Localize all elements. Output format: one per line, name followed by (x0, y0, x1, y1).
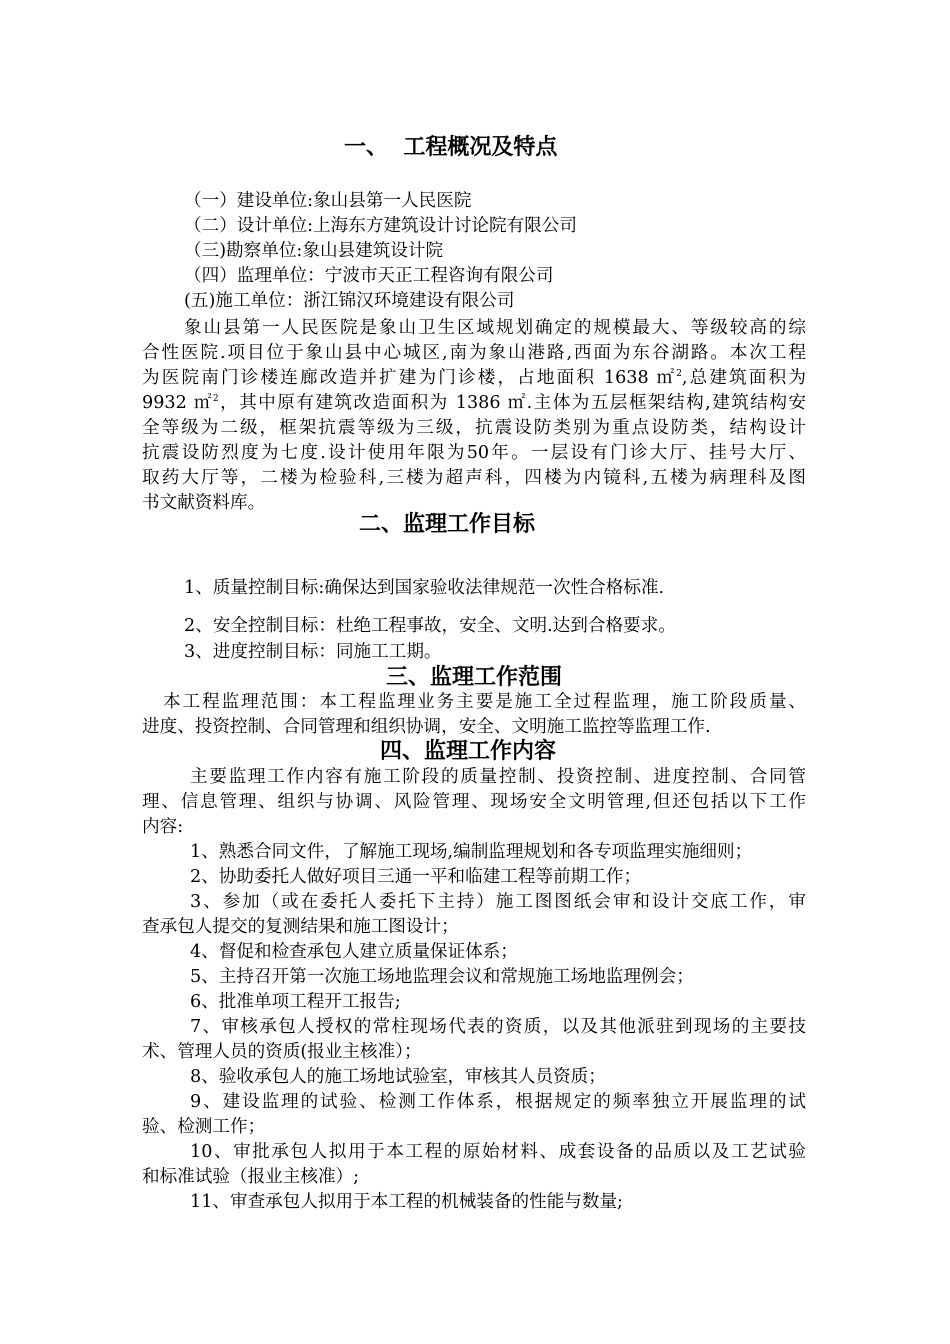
section-4-heading: 四、监理工作内容 (380, 739, 557, 764)
scope-line: 进度、投资控制、合同管理和组织协调，安全、文明施工监控等监理工作. (142, 717, 711, 737)
content-item: 8、验收承包人的施工场地试验室，审核其人员资质； (190, 1067, 606, 1087)
scope-line: 本工程监理范围：本工程监理业务主要是施工全过程监理，施工阶段质量、 (163, 692, 806, 712)
content-item: 4、督促和检查承包人建立质量保证体系； (190, 942, 518, 962)
overview-text: 为医院南门诊楼连廊改造并扩建为门诊楼，占地面积 1638 ㎡ (142, 368, 677, 388)
unit-contractor: (五)施工单位：浙江锦汉环境建设有限公司 (184, 291, 515, 311)
superscript: 2 (212, 394, 219, 405)
content-item: 和标准试验（报业主核准）; (142, 1167, 360, 1187)
overview-text: ,总建筑面积为 (681, 368, 806, 388)
section-1-heading: 一、 工程概况及特点 (344, 135, 558, 160)
unit-design: （二）设计单位:上海东方建筑设计讨论院有限公司 (184, 216, 577, 236)
content-item: 3、参加（或在委托人委托下主持）施工图图纸会审和设计交底工作，审 (190, 892, 806, 912)
overview-line (142, 391, 806, 415)
overview-line: 抗震设防烈度为七度.设计使用年限为50年。一层设有门诊大厅、挂号大厅、 (142, 443, 806, 463)
content-item: 查承包人提交的复测结果和施工图设计； (142, 917, 459, 937)
goal-schedule: 3、进度控制目标：同施工工期。 (184, 642, 442, 662)
content-item: 7、审核承包人授权的常柱现场代表的资质，以及其他派驻到现场的主要技 (190, 1017, 806, 1037)
unit-supervision: （四）监理单位：宁波市天正工程咨询有限公司 (184, 266, 554, 286)
content-item: 11、审查承包人拟用于本工程的机械装备的性能与数量; (190, 1192, 623, 1212)
content-item: 术、管理人员的资质(报业主核准）； (142, 1042, 422, 1062)
content-item: 验、检测工作； (142, 1117, 266, 1137)
goal-safety: 2、安全控制目标：杜绝工程事故，安全、文明.达到合格要求。 (184, 616, 676, 636)
goal-quality: 1、质量控制目标:确保达到国家验收法律规范一次性合格标准. (184, 578, 665, 598)
content-item: 5、主持召开第一次施工场地监理会议和常规施工场地监理例会； (190, 967, 694, 987)
overview-line: 合性医院.项目位于象山县中心城区,南为象山港路,西面为东谷湖路。本次工程 (142, 343, 806, 363)
overview-line: 全等级为二级，框架抗震等级为三级，抗震设防类别为重点设防类，结构设计 (142, 418, 806, 438)
overview-line: 取药大厅等，二楼为检验科,三楼为超声科，四楼为内镜科,五楼为病理科及图 (142, 468, 806, 488)
unit-construction: （一）建设单位:象山县第一人民医院 (184, 191, 472, 211)
unit-survey: （三)勘察单位:象山县建筑设计院 (184, 241, 444, 261)
content-item: 6、批准单项工程开工报告; (190, 992, 401, 1012)
overview-line: 书文献资料库。 (142, 493, 266, 513)
superscript: 2 (676, 369, 682, 380)
content-intro-line: 主要监理工作内容有施工阶段的质量控制、投资控制、进度控制、合同管 (190, 767, 806, 787)
overview-text: ，其中原有建筑改造面积为 1386 ㎡.主体为五层框架结构,建筑结构安 (218, 393, 806, 413)
content-item: 9、建设监理的试验、检测工作体系，根据规定的频率独立开展监理的试 (190, 1092, 806, 1112)
content-intro-line: 内容: (142, 817, 184, 837)
section-3-heading: 三、监理工作范围 (386, 665, 563, 690)
content-item: 1、熟悉合同文件，了解施工现场,编制监理规划和各专项监理实施细则； (190, 842, 753, 862)
content-item: 10、审批承包人拟用于本工程的原始材料、成套设备的品质以及工艺试验 (190, 1142, 806, 1162)
overview-line: 象山县第一人民医院是象山卫生区域规划确定的规模最大、等级较高的综 (184, 318, 806, 338)
overview-line (142, 366, 806, 390)
overview-text: 9932 ㎡ (142, 393, 213, 413)
content-item: 2、协助委托人做好项目三通一平和临建工程等前期工作； (190, 867, 642, 887)
content-intro-line: 理、信息管理、组织与协调、风险管理、现场安全文明管理,但还包括以下工作 (142, 792, 806, 812)
section-2-heading: 二、监理工作目标 (359, 512, 536, 537)
